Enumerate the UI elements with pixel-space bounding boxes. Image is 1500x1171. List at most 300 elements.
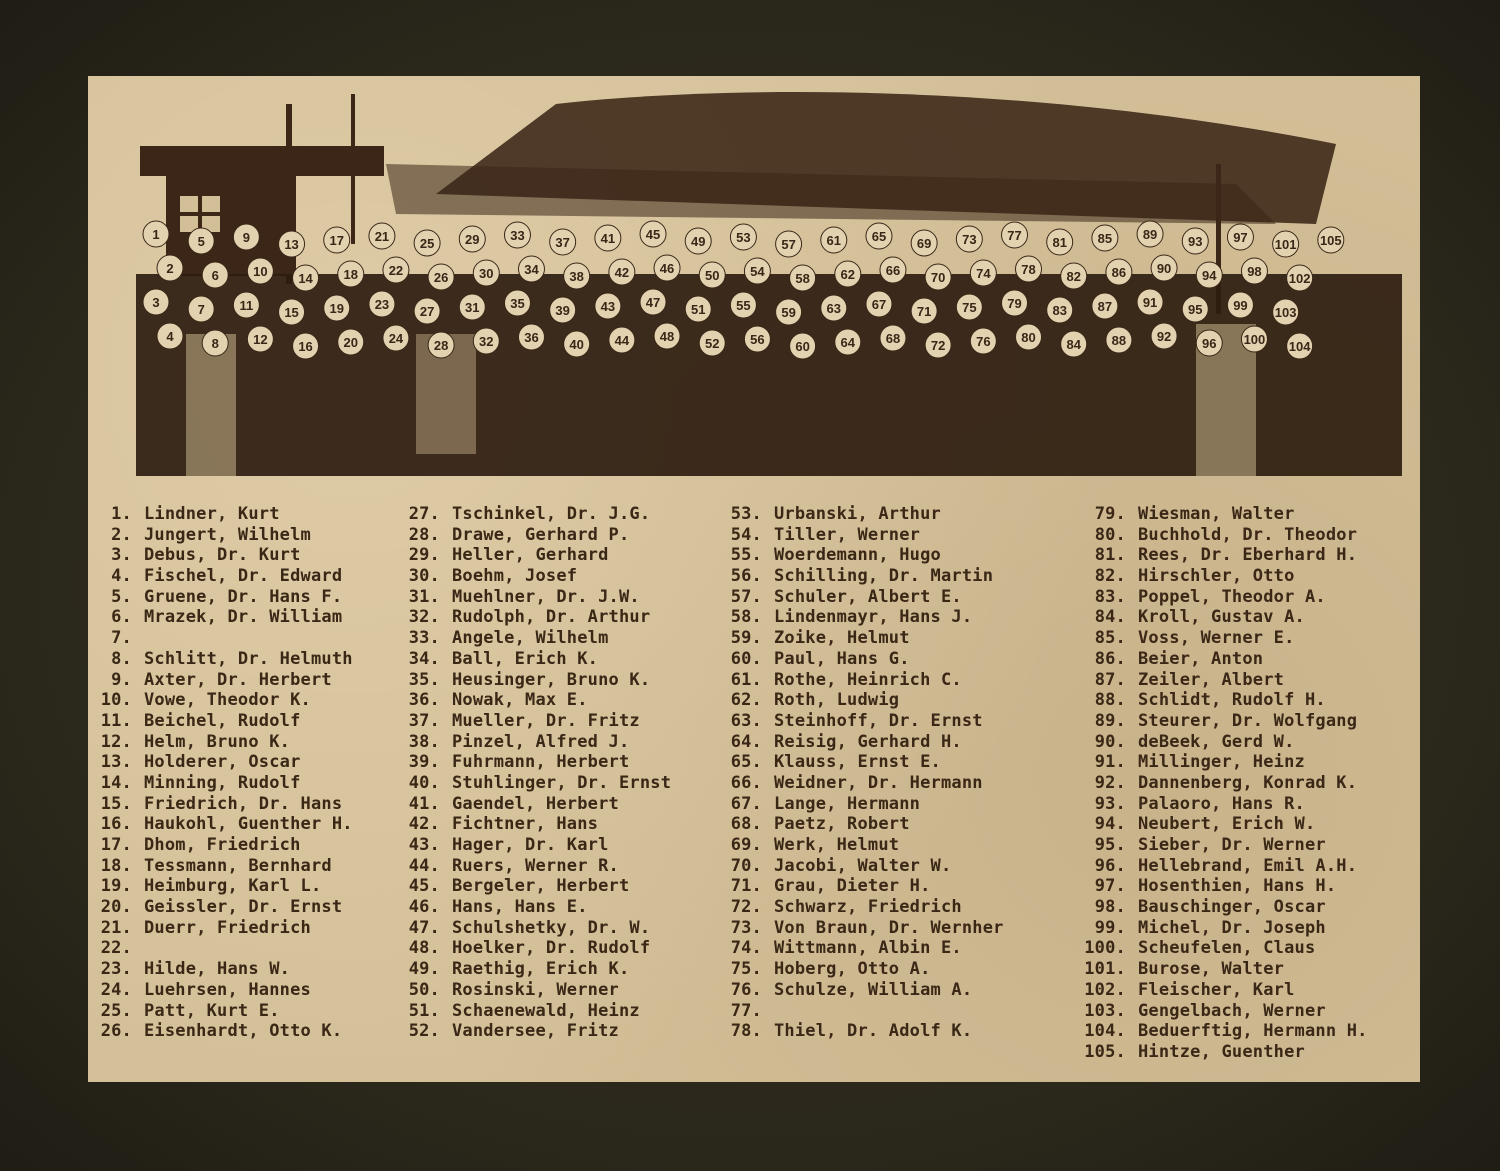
entry-number: 25. xyxy=(100,1000,132,1021)
head-marker-number: 64 xyxy=(840,335,856,350)
entry-number: 94. xyxy=(1094,814,1126,835)
entry-number: 93. xyxy=(1094,793,1126,814)
entry-number: 42. xyxy=(408,814,440,835)
entry-name: Vowe, Theodor K. xyxy=(144,690,311,711)
head-marker-number: 58 xyxy=(795,271,810,286)
entry-name: Patt, Kurt E. xyxy=(144,1000,280,1021)
entry-name: Burose, Walter xyxy=(1138,959,1285,980)
entry-number: 90. xyxy=(1094,731,1126,752)
roster-entry xyxy=(722,856,1004,877)
head-marker-number: 105 xyxy=(1319,233,1342,248)
head-marker-number: 34 xyxy=(524,262,539,277)
roster-entry xyxy=(94,1021,353,1042)
entry-number: 69. xyxy=(730,835,762,855)
entry-number: 36. xyxy=(408,690,440,711)
head-marker xyxy=(1151,255,1177,281)
entry-number: 11. xyxy=(100,710,132,731)
head-marker xyxy=(1137,289,1163,315)
head-marker xyxy=(564,331,590,357)
head-marker xyxy=(143,221,169,247)
head-marker-number: 70 xyxy=(930,270,946,285)
entry-number: 73. xyxy=(730,917,762,938)
entry-number: 34. xyxy=(408,648,440,669)
roster-entry xyxy=(94,876,353,897)
entry-number: 29. xyxy=(408,545,440,566)
head-marker-number: 57 xyxy=(781,237,796,252)
roster-entry xyxy=(94,525,353,546)
entry-name: Holderer, Oscar xyxy=(144,752,301,773)
head-marker-number: 10 xyxy=(253,264,268,279)
head-marker xyxy=(1061,331,1087,357)
head-marker-number: 5 xyxy=(197,234,205,249)
entry-name: Debus, Dr. Kurt xyxy=(144,545,301,566)
roster-entry xyxy=(1078,814,1368,835)
entry-name: Schulshetky, Dr. W. xyxy=(452,917,651,938)
entry-name: Fleischer, Karl xyxy=(1138,979,1295,1000)
head-marker-number: 67 xyxy=(871,297,887,312)
roster-entry xyxy=(722,545,1004,566)
head-marker xyxy=(880,257,906,283)
entry-name: Rees, Dr. Eberhard H. xyxy=(1138,545,1358,566)
entry-name: Mrazek, Dr. William xyxy=(144,607,343,628)
entry-number: 61. xyxy=(730,669,762,690)
head-marker-number: 25 xyxy=(419,236,435,251)
head-marker xyxy=(880,325,906,351)
entry-number: 74. xyxy=(730,938,762,959)
entry-name: Weidner, Dr. Hermann xyxy=(774,772,983,793)
head-marker xyxy=(428,332,454,358)
entry-name: Axter, Dr. Herbert xyxy=(144,669,332,690)
entry-number: 54. xyxy=(730,524,762,545)
head-marker xyxy=(1047,229,1073,255)
head-marker-number: 97 xyxy=(1233,230,1248,245)
entry-name: Drawe, Gerhard P. xyxy=(452,524,630,545)
head-marker-number: 19 xyxy=(329,301,344,316)
head-marker xyxy=(279,231,305,257)
roster-entry xyxy=(1078,938,1368,959)
head-marker-number: 101 xyxy=(1274,237,1297,252)
entry-name: Friedrich, Dr. Hans xyxy=(144,793,343,814)
entry-number: 66. xyxy=(730,772,762,793)
head-marker xyxy=(414,298,440,324)
entry-name: Voss, Werner E. xyxy=(1138,628,1295,649)
entry-name: Beier, Anton xyxy=(1138,648,1264,669)
entry-number: 75. xyxy=(730,959,762,980)
entry-number: 84. xyxy=(1094,607,1126,628)
head-marker xyxy=(293,333,319,359)
head-marker-number: 33 xyxy=(510,228,525,243)
head-marker xyxy=(459,294,485,320)
entry-number: 56. xyxy=(730,566,762,587)
head-marker-number: 77 xyxy=(1007,228,1022,243)
entry-number: 38. xyxy=(408,731,440,752)
head-marker-number: 56 xyxy=(750,332,765,347)
roster-entry xyxy=(722,794,1004,815)
entry-name: Rudolph, Dr. Arthur xyxy=(452,607,651,628)
entry-number: 2. xyxy=(111,524,132,545)
entry-number: 10. xyxy=(100,690,132,711)
entry-number: 43. xyxy=(408,835,440,855)
entry-name: Paul, Hans G. xyxy=(774,648,910,669)
entry-number: 88. xyxy=(1094,690,1126,711)
roster-entry xyxy=(722,690,1004,711)
entry-number: 44. xyxy=(408,855,440,876)
head-marker xyxy=(1227,224,1253,250)
entry-name: Schilling, Dr. Martin xyxy=(774,566,994,587)
roster-entry xyxy=(400,773,671,794)
roster-column-1 xyxy=(94,504,353,1042)
entry-name: Heusinger, Bruno K. xyxy=(452,669,651,690)
entry-number: 27. xyxy=(408,504,440,524)
head-marker xyxy=(595,225,621,251)
roster-entry xyxy=(94,690,353,711)
roster-entry xyxy=(94,711,353,732)
entry-number: 98. xyxy=(1094,897,1126,918)
entry-name: Minning, Rudolf xyxy=(144,772,301,793)
entry-number: 14. xyxy=(100,772,132,793)
head-marker xyxy=(1002,290,1028,316)
entry-name: Sieber, Dr. Werner xyxy=(1138,835,1326,855)
head-marker-number: 6 xyxy=(211,268,219,283)
entry-number: 72. xyxy=(730,897,762,918)
head-marker xyxy=(640,289,666,315)
head-marker-number: 47 xyxy=(645,295,661,310)
head-marker-number: 91 xyxy=(1142,295,1158,310)
entry-number: 87. xyxy=(1094,669,1126,690)
building-roof xyxy=(140,146,384,176)
head-marker-number: 16 xyxy=(298,339,313,354)
entry-number: 4. xyxy=(111,566,132,587)
head-marker-number: 17 xyxy=(329,233,344,248)
head-marker xyxy=(504,290,530,316)
entry-number: 68. xyxy=(730,814,762,835)
head-marker-number: 93 xyxy=(1188,234,1203,249)
entry-name: Zeiler, Albert xyxy=(1138,669,1285,690)
entry-number: 78. xyxy=(730,1021,762,1042)
entry-name: Gaendel, Herbert xyxy=(452,793,619,814)
head-marker-number: 62 xyxy=(840,267,856,282)
head-marker-number: 35 xyxy=(510,296,525,311)
head-marker-number: 68 xyxy=(885,331,901,346)
roster-entry xyxy=(1078,732,1368,753)
entry-number: 47. xyxy=(408,917,440,938)
head-marker xyxy=(550,229,576,255)
entry-name: Luehrsen, Hannes xyxy=(144,979,311,1000)
head-marker xyxy=(143,289,169,315)
head-marker xyxy=(866,291,892,317)
entry-name: Fischel, Dr. Edward xyxy=(144,566,343,587)
head-marker-number: 59 xyxy=(781,305,796,320)
head-marker-number: 1 xyxy=(152,227,160,242)
entry-name: Steurer, Dr. Wolfgang xyxy=(1138,710,1358,731)
roster-entry xyxy=(400,876,671,897)
head-marker xyxy=(925,264,951,290)
roster-entry xyxy=(722,607,1004,628)
entry-name: Hintze, Guenther xyxy=(1138,1041,1305,1062)
head-marker-number: 95 xyxy=(1188,302,1203,317)
entry-number: 76. xyxy=(730,979,762,1000)
entry-name: Ruers, Werner R. xyxy=(452,855,619,876)
roster-entry xyxy=(1078,649,1368,670)
roster-entry xyxy=(94,607,353,628)
head-marker xyxy=(956,226,982,252)
entry-name: Urbanski, Arthur xyxy=(774,504,941,524)
head-marker-number: 100 xyxy=(1243,332,1266,347)
head-marker xyxy=(1092,293,1118,319)
roster-entry xyxy=(722,732,1004,753)
entry-number: 55. xyxy=(730,545,762,566)
roster-entry xyxy=(1078,773,1368,794)
roster-entry xyxy=(94,504,353,525)
roster-entry xyxy=(1078,525,1368,546)
entry-number: 85. xyxy=(1094,628,1126,649)
head-marker-number: 52 xyxy=(704,336,720,351)
entry-number: 18. xyxy=(100,855,132,876)
roster-entry xyxy=(1078,587,1368,608)
entry-number: 102. xyxy=(1084,979,1126,1000)
entry-name: Heimburg, Karl L. xyxy=(144,876,322,897)
roster-entry xyxy=(400,752,671,773)
roster-entry xyxy=(1078,918,1368,939)
entry-name: Dannenberg, Konrad K. xyxy=(1138,772,1358,793)
head-marker xyxy=(504,222,530,248)
roster-entry xyxy=(400,504,671,525)
entry-number: 7. xyxy=(111,628,132,649)
head-marker-number: 60 xyxy=(795,339,810,354)
roster-entry xyxy=(400,835,671,856)
head-marker-number: 61 xyxy=(826,233,842,248)
head-marker xyxy=(1227,292,1253,318)
roster-entry xyxy=(400,856,671,877)
head-marker xyxy=(338,329,364,355)
entry-name: Haukohl, Guenther H. xyxy=(144,814,353,835)
head-marker xyxy=(338,261,364,287)
name-roster xyxy=(88,504,1420,1074)
roster-entry xyxy=(1078,545,1368,566)
head-marker xyxy=(369,223,395,249)
head-marker-number: 36 xyxy=(524,330,539,345)
roster-entry xyxy=(722,566,1004,587)
head-marker xyxy=(685,228,711,254)
head-marker-number: 48 xyxy=(659,329,675,344)
entry-name: Kroll, Gustav A. xyxy=(1138,607,1305,628)
head-marker xyxy=(202,262,228,288)
roster-entry xyxy=(400,649,671,670)
head-marker xyxy=(911,230,937,256)
head-marker-number: 69 xyxy=(916,236,932,251)
head-marker xyxy=(1273,231,1299,257)
entry-number: 103. xyxy=(1084,1000,1126,1021)
head-marker-number: 7 xyxy=(197,302,205,317)
roster-entry xyxy=(1078,1042,1368,1063)
roster-entry xyxy=(94,856,353,877)
entry-name: Hans, Hans E. xyxy=(452,897,588,918)
head-marker-number: 86 xyxy=(1111,265,1127,280)
head-marker xyxy=(1241,258,1267,284)
head-marker-number: 42 xyxy=(614,265,630,280)
entry-name: Schwarz, Friedrich xyxy=(774,897,962,918)
entry-name: Millinger, Heinz xyxy=(1138,752,1305,773)
entry-name: Schaenewald, Heinz xyxy=(452,1000,640,1021)
head-marker-number: 18 xyxy=(343,267,358,282)
roster-entry xyxy=(722,959,1004,980)
entry-name: Muehlner, Dr. J.W. xyxy=(452,586,640,607)
head-marker-number: 43 xyxy=(600,299,616,314)
head-marker-number: 38 xyxy=(569,269,584,284)
head-marker xyxy=(1061,263,1087,289)
roster-entry xyxy=(94,628,353,649)
entry-number: 80. xyxy=(1094,524,1126,545)
entry-number: 51. xyxy=(408,1000,440,1021)
entry-number: 24. xyxy=(100,979,132,1000)
entry-number: 57. xyxy=(730,586,762,607)
entry-name: Bauschinger, Oscar xyxy=(1138,897,1326,918)
head-marker-number: 79 xyxy=(1007,296,1022,311)
head-marker-number: 89 xyxy=(1142,227,1158,242)
head-marker-number: 22 xyxy=(388,263,404,278)
roster-entry xyxy=(400,938,671,959)
roster-entry xyxy=(722,918,1004,939)
head-marker xyxy=(776,231,802,257)
head-marker xyxy=(970,260,996,286)
head-marker-number: 88 xyxy=(1111,333,1127,348)
head-marker-number: 9 xyxy=(242,230,250,245)
entry-number: 60. xyxy=(730,648,762,669)
head-marker xyxy=(473,260,499,286)
roster-entry xyxy=(94,566,353,587)
entry-name: Jacobi, Walter W. xyxy=(774,855,952,876)
head-marker-number: 65 xyxy=(871,229,887,244)
roster-entry xyxy=(94,814,353,835)
roster-entry xyxy=(94,752,353,773)
roster-entry xyxy=(400,566,671,587)
roster-entry xyxy=(94,670,353,691)
entry-name: Duerr, Friedrich xyxy=(144,917,311,938)
head-marker xyxy=(247,258,273,284)
head-marker xyxy=(654,255,680,281)
entry-number: 99. xyxy=(1094,917,1126,938)
roster-entry xyxy=(722,587,1004,608)
head-marker-number: 27 xyxy=(419,304,435,319)
entry-number: 21. xyxy=(100,917,132,938)
entry-number: 23. xyxy=(100,959,132,980)
entry-number: 12. xyxy=(100,731,132,752)
entry-number: 105. xyxy=(1084,1041,1126,1062)
head-marker xyxy=(157,255,183,281)
head-marker-number: 81 xyxy=(1052,235,1067,250)
entry-name: Geissler, Dr. Ernst xyxy=(144,897,343,918)
head-marker-number: 46 xyxy=(659,261,675,276)
head-marker xyxy=(699,262,725,288)
head-marker xyxy=(188,228,214,254)
head-marker xyxy=(744,258,770,284)
entry-number: 46. xyxy=(408,897,440,918)
head-marker-number: 13 xyxy=(284,237,299,252)
head-marker-number: 14 xyxy=(298,271,313,286)
entry-number: 52. xyxy=(408,1021,440,1042)
roster-entry xyxy=(722,835,1004,856)
head-marker xyxy=(776,299,802,325)
head-marker-number: 30 xyxy=(479,266,494,281)
head-marker xyxy=(1182,228,1208,254)
head-marker xyxy=(744,326,770,352)
roster-entry xyxy=(400,587,671,608)
entry-name: Rothe, Heinrich C. xyxy=(774,669,962,690)
entry-name: Hilde, Hans W. xyxy=(144,959,291,980)
entry-number: 71. xyxy=(730,876,762,897)
entry-number: 59. xyxy=(730,628,762,649)
entry-name: Ball, Erich K. xyxy=(452,648,599,669)
head-marker xyxy=(1182,296,1208,322)
head-marker xyxy=(640,221,666,247)
document-sheet xyxy=(88,76,1420,1082)
entry-number: 22. xyxy=(100,938,132,959)
head-marker-number: 99 xyxy=(1233,298,1248,313)
entry-name: Lindenmayr, Hans J. xyxy=(774,607,973,628)
entry-name: Schuler, Albert E. xyxy=(774,586,962,607)
head-marker xyxy=(1106,327,1132,353)
entry-number: 96. xyxy=(1094,855,1126,876)
roster-entry xyxy=(94,959,353,980)
entry-name: Thiel, Dr. Adolf K. xyxy=(774,1021,973,1042)
head-marker-number: 98 xyxy=(1247,264,1262,279)
head-marker-number: 51 xyxy=(690,302,706,317)
roster-entry xyxy=(722,938,1004,959)
entry-number: 86. xyxy=(1094,648,1126,669)
head-marker xyxy=(790,333,816,359)
entry-number: 104. xyxy=(1084,1021,1126,1042)
entry-number: 77. xyxy=(730,1000,762,1021)
head-marker-number: 80 xyxy=(1021,330,1036,345)
head-marker xyxy=(821,295,847,321)
roster-entry xyxy=(1078,959,1368,980)
head-marker-number: 37 xyxy=(555,235,570,250)
roster-entry xyxy=(722,670,1004,691)
head-marker xyxy=(835,329,861,355)
entry-name: Dhom, Friedrich xyxy=(144,835,301,855)
roster-entry xyxy=(400,1001,671,1022)
entry-name: Roth, Ludwig xyxy=(774,690,900,711)
head-marker xyxy=(383,325,409,351)
roster-entry xyxy=(1078,794,1368,815)
head-marker-number: 20 xyxy=(343,335,358,350)
roster-entry xyxy=(94,835,353,856)
entry-name: Von Braun, Dr. Wernher xyxy=(774,917,1004,938)
entry-name: Heller, Gerhard xyxy=(452,545,609,566)
entry-number: 1. xyxy=(111,504,132,524)
entry-number: 28. xyxy=(408,524,440,545)
head-marker xyxy=(518,324,544,350)
entry-name: deBeek, Gerd W. xyxy=(1138,731,1295,752)
entry-name: Steinhoff, Dr. Ernst xyxy=(774,710,983,731)
roster-entry xyxy=(94,897,353,918)
head-marker-number: 74 xyxy=(976,266,991,281)
head-marker-number: 85 xyxy=(1097,231,1113,246)
roster-entry xyxy=(400,711,671,732)
entry-number: 95. xyxy=(1094,835,1126,855)
head-marker-number: 40 xyxy=(569,337,584,352)
head-marker xyxy=(550,297,576,323)
entry-number: 45. xyxy=(408,876,440,897)
entry-number: 64. xyxy=(730,731,762,752)
roster-entry xyxy=(94,649,353,670)
entry-name: Vandersee, Fritz xyxy=(452,1021,619,1042)
head-marker-number: 96 xyxy=(1202,336,1217,351)
entry-number: 100. xyxy=(1084,938,1126,959)
entry-number: 70. xyxy=(730,855,762,876)
entry-number: 41. xyxy=(408,793,440,814)
head-marker xyxy=(188,296,214,322)
